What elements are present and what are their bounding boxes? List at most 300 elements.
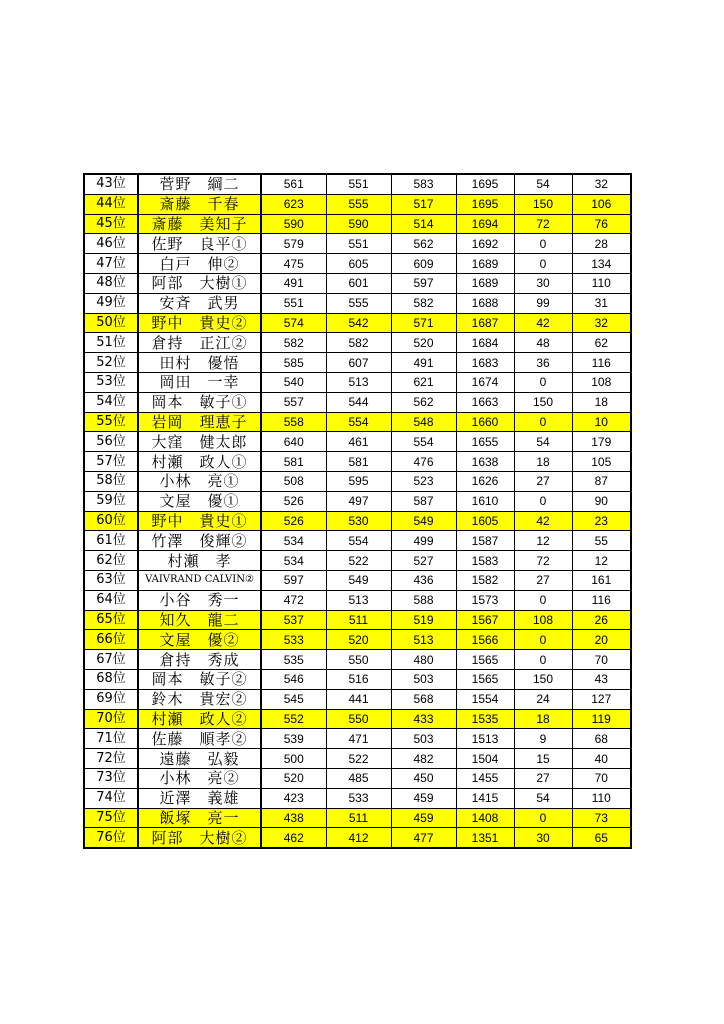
value-a-cell: 0 <box>514 412 572 432</box>
score-2-cell: 581 <box>326 452 391 472</box>
score-3-cell: 459 <box>391 808 456 828</box>
player-name-cell: 倉持 正江② <box>138 333 261 353</box>
value-a-cell: 72 <box>514 214 572 234</box>
player-name-cell: 飯塚 亮一 <box>138 808 261 828</box>
rank-cell: 55位 <box>84 412 138 432</box>
value-a-cell: 108 <box>514 610 572 630</box>
rank-cell: 66位 <box>84 630 138 650</box>
rank-cell: 50位 <box>84 313 138 333</box>
table-row <box>84 471 631 491</box>
value-b-cell: 108 <box>572 372 631 392</box>
total-score-cell: 1566 <box>456 630 514 650</box>
table-row <box>84 313 631 333</box>
value-b-cell: 18 <box>572 392 631 412</box>
value-b-cell: 12 <box>572 551 631 571</box>
score-2-cell: 551 <box>326 174 391 194</box>
rank-cell: 74位 <box>84 788 138 808</box>
player-name-cell: 岡田 一幸 <box>138 372 261 392</box>
score-3-cell: 583 <box>391 174 456 194</box>
player-name-cell: 岡本 敏子① <box>138 392 261 412</box>
score-1-cell: 551 <box>261 293 326 313</box>
score-3-cell: 621 <box>391 372 456 392</box>
rank-cell: 62位 <box>84 551 138 571</box>
rank-cell: 54位 <box>84 392 138 412</box>
score-1-cell: 537 <box>261 610 326 630</box>
value-a-cell: 30 <box>514 273 572 293</box>
player-name-cell: 倉持 秀成 <box>138 650 261 670</box>
total-score-cell: 1535 <box>456 709 514 729</box>
value-a-cell: 0 <box>514 808 572 828</box>
table-row <box>84 412 631 432</box>
rank-cell: 46位 <box>84 234 138 254</box>
total-score-cell: 1415 <box>456 788 514 808</box>
score-1-cell: 520 <box>261 768 326 788</box>
rank-cell: 63位 <box>84 570 138 590</box>
value-b-cell: 161 <box>572 570 631 590</box>
score-1-cell: 561 <box>261 174 326 194</box>
score-1-cell: 533 <box>261 630 326 650</box>
total-score-cell: 1573 <box>456 590 514 610</box>
total-score-cell: 1567 <box>456 610 514 630</box>
table-row <box>84 372 631 392</box>
value-a-cell: 0 <box>514 491 572 511</box>
player-name-cell: 近澤 義雄 <box>138 788 261 808</box>
value-a-cell: 54 <box>514 788 572 808</box>
value-b-cell: 28 <box>572 234 631 254</box>
player-name-cell: 白戸 伸② <box>138 254 261 274</box>
value-a-cell: 0 <box>514 254 572 274</box>
score-3-cell: 482 <box>391 749 456 769</box>
table-row <box>84 650 631 670</box>
total-score-cell: 1504 <box>456 749 514 769</box>
score-3-cell: 436 <box>391 570 456 590</box>
score-1-cell: 582 <box>261 333 326 353</box>
score-3-cell: 459 <box>391 788 456 808</box>
value-a-cell: 30 <box>514 828 572 848</box>
score-2-cell: 542 <box>326 313 391 333</box>
value-b-cell: 110 <box>572 788 631 808</box>
total-score-cell: 1683 <box>456 353 514 373</box>
score-1-cell: 590 <box>261 214 326 234</box>
score-2-cell: 461 <box>326 432 391 452</box>
player-name-cell: 阿部 大樹② <box>138 828 261 848</box>
player-name-cell: VAIVRAND CALVIN② <box>138 570 261 590</box>
player-name-cell: 大窪 健太郎 <box>138 432 261 452</box>
table-row <box>84 254 631 274</box>
rank-cell: 76位 <box>84 828 138 848</box>
score-3-cell: 503 <box>391 669 456 689</box>
rank-cell: 72位 <box>84 749 138 769</box>
score-2-cell: 544 <box>326 392 391 412</box>
score-2-cell: 607 <box>326 353 391 373</box>
score-3-cell: 476 <box>391 452 456 472</box>
value-a-cell: 0 <box>514 650 572 670</box>
ranking-table-body <box>84 174 631 848</box>
player-name-cell: 岡本 敏子② <box>138 669 261 689</box>
score-2-cell: 497 <box>326 491 391 511</box>
value-a-cell: 27 <box>514 471 572 491</box>
score-3-cell: 562 <box>391 234 456 254</box>
player-name-cell: 野中 貴史② <box>138 313 261 333</box>
total-score-cell: 1605 <box>456 511 514 531</box>
total-score-cell: 1565 <box>456 650 514 670</box>
score-2-cell: 530 <box>326 511 391 531</box>
score-2-cell: 516 <box>326 669 391 689</box>
score-3-cell: 513 <box>391 630 456 650</box>
score-3-cell: 491 <box>391 353 456 373</box>
value-b-cell: 90 <box>572 491 631 511</box>
total-score-cell: 1513 <box>456 729 514 749</box>
total-score-cell: 1695 <box>456 174 514 194</box>
value-b-cell: 73 <box>572 808 631 828</box>
table-row <box>84 531 631 551</box>
total-score-cell: 1582 <box>456 570 514 590</box>
rank-cell: 71位 <box>84 729 138 749</box>
score-1-cell: 526 <box>261 491 326 511</box>
total-score-cell: 1684 <box>456 333 514 353</box>
value-a-cell: 42 <box>514 313 572 333</box>
table-row <box>84 551 631 571</box>
score-2-cell: 549 <box>326 570 391 590</box>
score-1-cell: 535 <box>261 650 326 670</box>
score-3-cell: 517 <box>391 194 456 214</box>
player-name-cell: 菅野 綱二 <box>138 174 261 194</box>
value-a-cell: 12 <box>514 531 572 551</box>
value-b-cell: 127 <box>572 689 631 709</box>
total-score-cell: 1554 <box>456 689 514 709</box>
table-row <box>84 234 631 254</box>
value-a-cell: 150 <box>514 669 572 689</box>
total-score-cell: 1583 <box>456 551 514 571</box>
score-3-cell: 609 <box>391 254 456 274</box>
rank-cell: 49位 <box>84 293 138 313</box>
rank-cell: 59位 <box>84 491 138 511</box>
score-1-cell: 558 <box>261 412 326 432</box>
score-1-cell: 581 <box>261 452 326 472</box>
score-2-cell: 471 <box>326 729 391 749</box>
player-name-cell: 安斉 武男 <box>138 293 261 313</box>
score-2-cell: 522 <box>326 749 391 769</box>
value-a-cell: 150 <box>514 392 572 412</box>
total-score-cell: 1587 <box>456 531 514 551</box>
value-b-cell: 31 <box>572 293 631 313</box>
value-b-cell: 65 <box>572 828 631 848</box>
rank-cell: 65位 <box>84 610 138 630</box>
value-b-cell: 134 <box>572 254 631 274</box>
value-b-cell: 119 <box>572 709 631 729</box>
score-3-cell: 523 <box>391 471 456 491</box>
table-row <box>84 610 631 630</box>
score-1-cell: 539 <box>261 729 326 749</box>
value-a-cell: 0 <box>514 234 572 254</box>
table-row <box>84 630 631 650</box>
score-2-cell: 513 <box>326 590 391 610</box>
score-2-cell: 441 <box>326 689 391 709</box>
table-row <box>84 491 631 511</box>
player-name-cell: 鈴木 貴宏② <box>138 689 261 709</box>
value-a-cell: 54 <box>514 174 572 194</box>
score-3-cell: 587 <box>391 491 456 511</box>
rank-cell: 68位 <box>84 669 138 689</box>
rank-cell: 64位 <box>84 590 138 610</box>
rank-cell: 52位 <box>84 353 138 373</box>
rank-cell: 51位 <box>84 333 138 353</box>
rank-cell: 47位 <box>84 254 138 274</box>
rank-cell: 58位 <box>84 471 138 491</box>
table-row <box>84 353 631 373</box>
total-score-cell: 1663 <box>456 392 514 412</box>
value-b-cell: 105 <box>572 452 631 472</box>
rank-cell: 45位 <box>84 214 138 234</box>
score-2-cell: 550 <box>326 650 391 670</box>
player-name-cell: 村瀬 政人① <box>138 452 261 472</box>
rank-cell: 70位 <box>84 709 138 729</box>
score-2-cell: 555 <box>326 293 391 313</box>
player-name-cell: 村瀬 孝 <box>138 551 261 571</box>
score-3-cell: 549 <box>391 511 456 531</box>
value-b-cell: 116 <box>572 590 631 610</box>
total-score-cell: 1694 <box>456 214 514 234</box>
score-3-cell: 514 <box>391 214 456 234</box>
rank-cell: 67位 <box>84 650 138 670</box>
total-score-cell: 1565 <box>456 669 514 689</box>
score-3-cell: 554 <box>391 432 456 452</box>
player-name-cell: 岩岡 理恵子 <box>138 412 261 432</box>
table-row <box>84 570 631 590</box>
score-2-cell: 551 <box>326 234 391 254</box>
score-2-cell: 601 <box>326 273 391 293</box>
rank-cell: 44位 <box>84 194 138 214</box>
rank-cell: 57位 <box>84 452 138 472</box>
score-3-cell: 568 <box>391 689 456 709</box>
player-name-cell: 阿部 大樹① <box>138 273 261 293</box>
rank-cell: 69位 <box>84 689 138 709</box>
total-score-cell: 1692 <box>456 234 514 254</box>
value-b-cell: 70 <box>572 768 631 788</box>
value-b-cell: 87 <box>572 471 631 491</box>
score-1-cell: 472 <box>261 590 326 610</box>
value-b-cell: 110 <box>572 273 631 293</box>
table-row <box>84 194 631 214</box>
score-1-cell: 491 <box>261 273 326 293</box>
player-name-cell: 佐野 良平① <box>138 234 261 254</box>
total-score-cell: 1610 <box>456 491 514 511</box>
score-2-cell: 485 <box>326 768 391 788</box>
total-score-cell: 1655 <box>456 432 514 452</box>
value-a-cell: 15 <box>514 749 572 769</box>
score-1-cell: 597 <box>261 570 326 590</box>
player-name-cell: 村瀬 政人② <box>138 709 261 729</box>
value-a-cell: 54 <box>514 432 572 452</box>
score-2-cell: 590 <box>326 214 391 234</box>
player-name-cell: 斎藤 千春 <box>138 194 261 214</box>
table-row <box>84 511 631 531</box>
score-3-cell: 562 <box>391 392 456 412</box>
score-3-cell: 480 <box>391 650 456 670</box>
score-1-cell: 574 <box>261 313 326 333</box>
score-2-cell: 513 <box>326 372 391 392</box>
rank-cell: 56位 <box>84 432 138 452</box>
value-b-cell: 43 <box>572 669 631 689</box>
score-1-cell: 475 <box>261 254 326 274</box>
score-3-cell: 503 <box>391 729 456 749</box>
value-b-cell: 32 <box>572 313 631 333</box>
score-1-cell: 585 <box>261 353 326 373</box>
value-b-cell: 179 <box>572 432 631 452</box>
score-3-cell: 582 <box>391 293 456 313</box>
total-score-cell: 1688 <box>456 293 514 313</box>
player-name-cell: 斎藤 美知子 <box>138 214 261 234</box>
score-2-cell: 582 <box>326 333 391 353</box>
score-3-cell: 433 <box>391 709 456 729</box>
score-1-cell: 540 <box>261 372 326 392</box>
value-b-cell: 76 <box>572 214 631 234</box>
value-b-cell: 70 <box>572 650 631 670</box>
value-b-cell: 40 <box>572 749 631 769</box>
score-1-cell: 500 <box>261 749 326 769</box>
table-row <box>84 452 631 472</box>
table-row <box>84 768 631 788</box>
score-3-cell: 450 <box>391 768 456 788</box>
value-b-cell: 10 <box>572 412 631 432</box>
rank-cell: 73位 <box>84 768 138 788</box>
player-name-cell: 小林 亮② <box>138 768 261 788</box>
score-2-cell: 511 <box>326 808 391 828</box>
value-b-cell: 68 <box>572 729 631 749</box>
value-b-cell: 23 <box>572 511 631 531</box>
value-b-cell: 116 <box>572 353 631 373</box>
table-row <box>84 590 631 610</box>
value-b-cell: 20 <box>572 630 631 650</box>
total-score-cell: 1626 <box>456 471 514 491</box>
rank-cell: 48位 <box>84 273 138 293</box>
score-2-cell: 520 <box>326 630 391 650</box>
value-a-cell: 0 <box>514 590 572 610</box>
value-a-cell: 27 <box>514 768 572 788</box>
table-row <box>84 669 631 689</box>
table-row <box>84 293 631 313</box>
score-2-cell: 595 <box>326 471 391 491</box>
rank-cell: 75位 <box>84 808 138 828</box>
score-3-cell: 548 <box>391 412 456 432</box>
value-b-cell: 26 <box>572 610 631 630</box>
table-row <box>84 333 631 353</box>
player-name-cell: 小林 亮① <box>138 471 261 491</box>
player-name-cell: 遠藤 弘毅 <box>138 749 261 769</box>
score-2-cell: 554 <box>326 412 391 432</box>
score-1-cell: 534 <box>261 551 326 571</box>
total-score-cell: 1408 <box>456 808 514 828</box>
table-row <box>84 174 631 194</box>
value-a-cell: 72 <box>514 551 572 571</box>
player-name-cell: 野中 貴史① <box>138 511 261 531</box>
value-b-cell: 62 <box>572 333 631 353</box>
score-1-cell: 557 <box>261 392 326 412</box>
value-a-cell: 24 <box>514 689 572 709</box>
player-name-cell: 小谷 秀一 <box>138 590 261 610</box>
total-score-cell: 1674 <box>456 372 514 392</box>
score-3-cell: 571 <box>391 313 456 333</box>
score-1-cell: 438 <box>261 808 326 828</box>
player-name-cell: 文屋 優② <box>138 630 261 650</box>
value-b-cell: 55 <box>572 531 631 551</box>
score-1-cell: 623 <box>261 194 326 214</box>
rank-cell: 60位 <box>84 511 138 531</box>
value-a-cell: 18 <box>514 452 572 472</box>
table-row <box>84 729 631 749</box>
score-2-cell: 522 <box>326 551 391 571</box>
value-a-cell: 48 <box>514 333 572 353</box>
player-name-cell: 佐藤 順孝② <box>138 729 261 749</box>
table-row <box>84 709 631 729</box>
rank-cell: 61位 <box>84 531 138 551</box>
total-score-cell: 1687 <box>456 313 514 333</box>
value-a-cell: 18 <box>514 709 572 729</box>
table-row <box>84 808 631 828</box>
score-1-cell: 552 <box>261 709 326 729</box>
table-row <box>84 214 631 234</box>
total-score-cell: 1638 <box>456 452 514 472</box>
score-1-cell: 579 <box>261 234 326 254</box>
score-2-cell: 412 <box>326 828 391 848</box>
value-b-cell: 32 <box>572 174 631 194</box>
score-1-cell: 508 <box>261 471 326 491</box>
total-score-cell: 1689 <box>456 254 514 274</box>
player-name-cell: 田村 優悟 <box>138 353 261 373</box>
value-a-cell: 0 <box>514 630 572 650</box>
score-3-cell: 519 <box>391 610 456 630</box>
value-a-cell: 42 <box>514 511 572 531</box>
value-a-cell: 36 <box>514 353 572 373</box>
score-3-cell: 597 <box>391 273 456 293</box>
table-row <box>84 273 631 293</box>
score-2-cell: 554 <box>326 531 391 551</box>
total-score-cell: 1660 <box>456 412 514 432</box>
score-2-cell: 605 <box>326 254 391 274</box>
score-1-cell: 546 <box>261 669 326 689</box>
score-1-cell: 534 <box>261 531 326 551</box>
score-1-cell: 462 <box>261 828 326 848</box>
table-row <box>84 392 631 412</box>
total-score-cell: 1695 <box>456 194 514 214</box>
table-row <box>84 749 631 769</box>
total-score-cell: 1455 <box>456 768 514 788</box>
table-row <box>84 788 631 808</box>
score-2-cell: 511 <box>326 610 391 630</box>
value-a-cell: 99 <box>514 293 572 313</box>
score-2-cell: 555 <box>326 194 391 214</box>
table-row <box>84 828 631 848</box>
table-row <box>84 432 631 452</box>
player-name-cell: 文屋 優① <box>138 491 261 511</box>
rank-cell: 53位 <box>84 372 138 392</box>
player-name-cell: 知久 龍二 <box>138 610 261 630</box>
total-score-cell: 1689 <box>456 273 514 293</box>
score-2-cell: 533 <box>326 788 391 808</box>
score-3-cell: 477 <box>391 828 456 848</box>
rank-cell: 43位 <box>84 174 138 194</box>
score-3-cell: 527 <box>391 551 456 571</box>
value-a-cell: 9 <box>514 729 572 749</box>
table-row <box>84 689 631 709</box>
score-1-cell: 640 <box>261 432 326 452</box>
value-b-cell: 106 <box>572 194 631 214</box>
score-3-cell: 499 <box>391 531 456 551</box>
score-2-cell: 550 <box>326 709 391 729</box>
score-3-cell: 588 <box>391 590 456 610</box>
ranking-table <box>83 173 632 849</box>
score-1-cell: 423 <box>261 788 326 808</box>
